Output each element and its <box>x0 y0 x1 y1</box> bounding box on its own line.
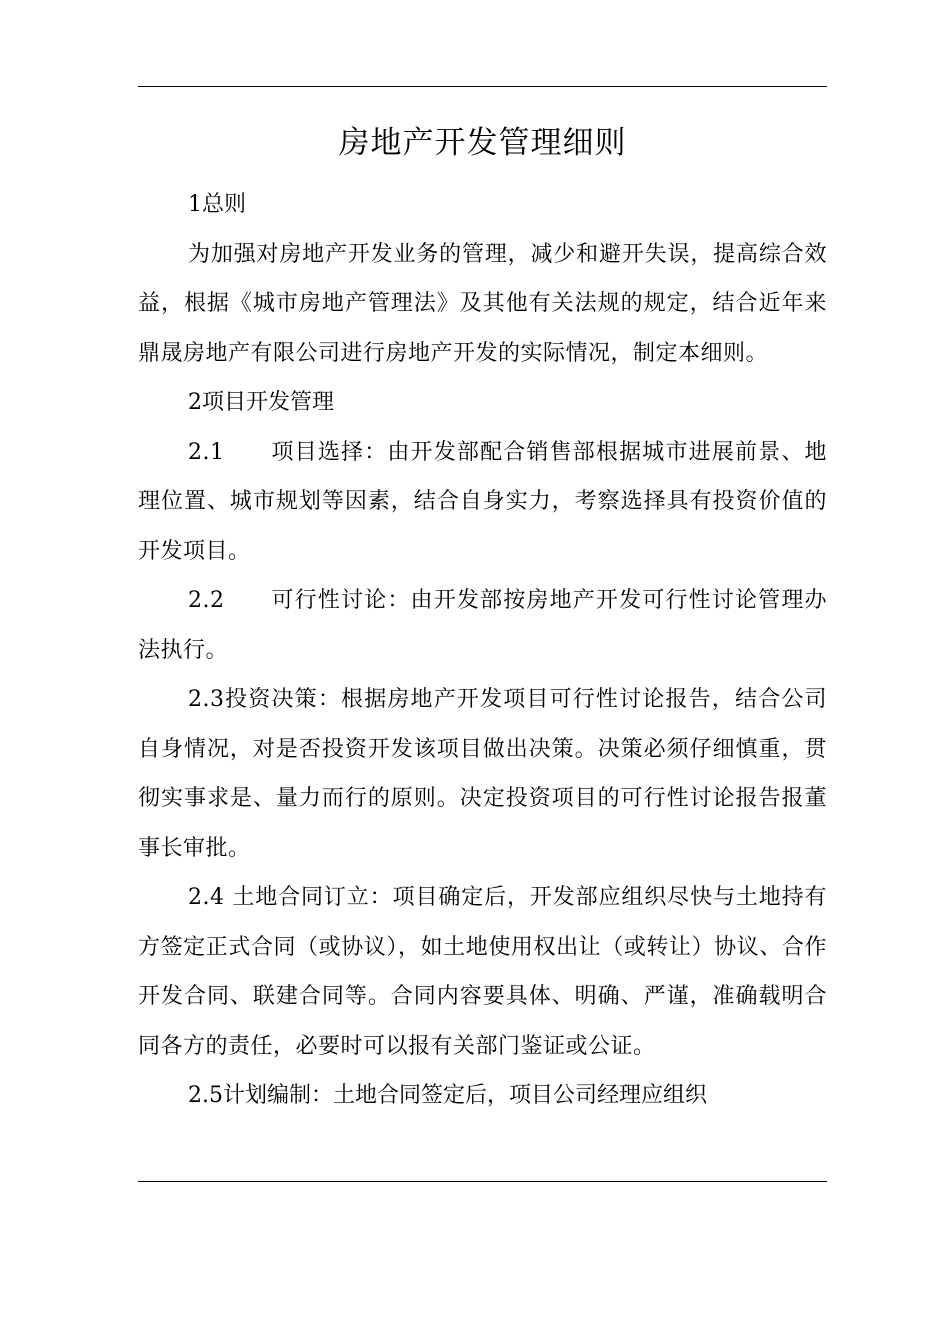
header-rule <box>138 86 827 87</box>
document-body <box>138 180 827 1121</box>
paragraph-purpose: 为加强对房地产开发业务的管理，减少和避开失误，提高综合效益，根据《城市房地产管理法》及其他有关法规的规定，结合近年来鼎晟房地产有限公司进行房地产开发的实际情况，制定本细则。 <box>138 241 827 366</box>
paragraph-2-1: 2.1 项目选择：由开发部配合销售部根据城市进展前景、地理位置、城市规划等因素，结合自身实力，考察选择具有投资价值的开发项目。 <box>138 439 827 564</box>
paragraph-2-5: 2.5计划编制：土地合同签定后，项目公司经理应组织 <box>188 1083 707 1108</box>
paragraph-2-2: 2.2 可行性讨论：由开发部按房地产开发可行性讨论管理办法执行。 <box>138 588 827 663</box>
document-title: 房地产开发管理细则 <box>338 125 627 161</box>
footer-rule <box>138 1181 827 1182</box>
section-heading-general: 1总则 <box>188 192 246 217</box>
section-heading-project-management: 2项目开发管理 <box>188 390 334 415</box>
paragraph-2-3: 2.3投资决策：根据房地产开发项目可行性讨论报告，结合公司自身情况，对是否投资开发该项目做出决策。决策必须仔细慎重，贯彻实事求是、量力而行的原则。决定投资项目的可行性讨论报告报董事长审批。 <box>138 687 827 861</box>
paragraph-2-4: 2.4 土地合同订立：项目确定后，开发部应组织尽快与土地持有方签定正式合同（或协议），如土地使用权出让（或转让）协议、合作开发合同、联建合同等。合同内容要具体、明确、严谨，准确载明合同各方的责任，必要时可以报有关部门鉴证或公证。 <box>138 885 827 1059</box>
